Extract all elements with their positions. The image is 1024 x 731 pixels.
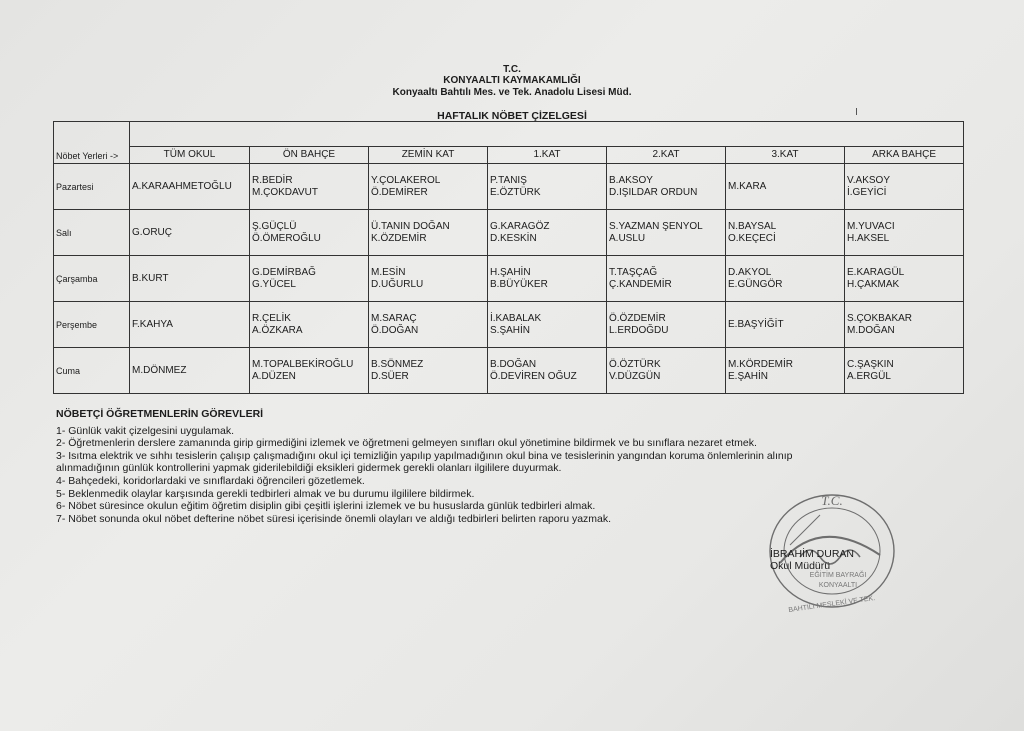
column-header: 1.KAT	[488, 147, 607, 164]
teacher-name: G.DEMİRBAĞ	[252, 266, 316, 278]
duty-cell	[845, 302, 964, 348]
teacher-name: Ö.DEVİREN OĞUZ	[490, 370, 577, 382]
duty-cell	[845, 256, 964, 302]
teacher-name: D.UĞURLU	[371, 278, 424, 290]
teacher-name: M.KARA	[728, 180, 767, 192]
duty-cell	[726, 302, 845, 348]
teacher-name: D.IŞILDAR ORDUN	[609, 186, 698, 198]
teacher-name: E.KARAGÜL	[847, 266, 905, 278]
principal-name: İBRAHİM DURAN	[770, 548, 855, 560]
teacher-name: N.BAYSAL	[728, 220, 777, 232]
schedule-title: HAFTALIK NÖBET ÇİZELGESİ	[437, 110, 587, 122]
table-header-row	[54, 147, 964, 164]
day-name: Çarşamba	[54, 256, 130, 302]
duty-cell	[488, 302, 607, 348]
duty-item: 2- Öğretmenlerin derslere zamanında girip girmediğini izlemek ve öğretmeni gelmeyen sınıfları okul yönetimine bildirmek ve bu sınıflara nezaret etmek.	[56, 437, 757, 450]
teacher-name: A.ERGÜL	[847, 370, 891, 382]
duty-item: alınmadığının günlük kontrollerini yapmak giderilebildiği eksikleri gidermek gerekli olanları ilgililere duyurmak.	[56, 462, 562, 475]
duty-cell	[250, 302, 369, 348]
day-name: Perşembe	[54, 302, 130, 348]
duty-cell	[488, 164, 607, 210]
duty-cell	[250, 164, 369, 210]
duty-cell	[130, 210, 250, 256]
duty-cell	[607, 302, 726, 348]
teacher-name: M.TOPALBEKİROĞLU	[252, 358, 354, 370]
teacher-name: S.ÇOKBAKAR	[847, 312, 913, 324]
teacher-name: Ö.ÖZDEMİR	[609, 312, 666, 324]
header-line-1: T.C.	[503, 64, 521, 75]
teacher-name: C.ŞAŞKIN	[847, 358, 894, 370]
teacher-name: L.ERDOĞDU	[609, 324, 669, 336]
teacher-name: H.ŞAHİN	[490, 266, 531, 278]
teacher-name: Ö.DEMİRER	[371, 186, 428, 198]
duty-cell	[369, 164, 488, 210]
column-header: 3.KAT	[726, 147, 845, 164]
teacher-name: M.KÖRDEMİR	[728, 358, 793, 370]
header-line-2: KONYAALTI KAYMAKAMLIĞI	[443, 75, 581, 86]
teacher-name: E.ŞAHİN	[728, 370, 769, 382]
duty-cell	[726, 210, 845, 256]
teacher-name: M.ÇOKDAVUT	[252, 186, 318, 198]
duty-item: 1- Günlük vakit çizelgesini uygulamak.	[56, 424, 234, 437]
duty-cell	[130, 302, 250, 348]
teacher-name: A.DÜZEN	[252, 370, 296, 382]
teacher-name: B.AKSOY	[609, 174, 653, 186]
column-header: 2.KAT	[607, 147, 726, 164]
day-name: Salı	[54, 210, 130, 256]
teacher-name: İ.GEYİCİ	[847, 186, 887, 198]
corner-label: Nöbet Yerleri ->	[54, 147, 130, 164]
teacher-name: M.DÖNMEZ	[132, 364, 187, 376]
duty-cell	[845, 348, 964, 394]
teacher-name: B.DOĞAN	[490, 358, 537, 370]
teacher-name: A.KARAAHMETOĞLU	[132, 180, 232, 192]
teacher-name: A.USLU	[609, 232, 646, 244]
duty-cell	[488, 348, 607, 394]
teacher-name: B.SÖNMEZ	[371, 358, 424, 370]
teacher-name: M.SARAÇ	[371, 312, 417, 324]
teacher-name: R.BEDİR	[252, 174, 293, 186]
column-header: ARKA BAHÇE	[845, 147, 964, 164]
duty-cell	[488, 256, 607, 302]
duty-item: 3- Isıtma elektrik ve sıhhı tesislerin çalışıp çalışmadığını okul içi temizliğin yapılıp yapılmadığının okul bina ve tesislerinin yangından koruma önlemlerinin alınıp	[56, 449, 793, 462]
duty-cell	[130, 256, 250, 302]
duties-title: NÖBETÇİ ÖĞRETMENLERİN GÖREVLERİ	[56, 408, 264, 420]
blank-cell	[130, 122, 964, 147]
duty-cell	[845, 164, 964, 210]
principal-role: Okul Müdürü	[770, 560, 831, 572]
teacher-name: D.AKYOL	[728, 266, 772, 278]
teacher-name: R.ÇELİK	[252, 312, 291, 324]
svg-text:T.C.: T.C.	[821, 493, 843, 508]
day-name: Pazartesi	[54, 164, 130, 210]
header-line-3: Konyaaltı Bahtılı Mes. ve Tek. Anadolu Lisesi Müd.	[392, 87, 632, 98]
duty-cell	[607, 164, 726, 210]
teacher-name: A.ÖZKARA	[252, 324, 303, 336]
table-row	[54, 164, 964, 210]
duty-cell	[130, 164, 250, 210]
teacher-name: B.BÜYÜKER	[490, 278, 548, 290]
duty-cell	[250, 348, 369, 394]
table-row	[54, 256, 964, 302]
teacher-name: E.BAŞYİĞİT	[728, 318, 784, 330]
teacher-name: Ç.KANDEMİR	[609, 278, 672, 290]
teacher-name: T.TAŞÇAĞ	[609, 266, 658, 278]
table-row	[54, 210, 964, 256]
duty-schedule-table	[53, 121, 964, 394]
duty-cell	[130, 348, 250, 394]
table-row	[54, 302, 964, 348]
teacher-name: D.SÜER	[371, 370, 409, 382]
teacher-name: E.ÖZTÜRK	[490, 186, 541, 198]
teacher-name: P.TANIŞ	[490, 174, 527, 186]
teacher-name: S.YAZMAN ŞENYOL	[609, 220, 703, 232]
teacher-name: Ş.GÜÇLÜ	[252, 220, 297, 232]
teacher-name: D.KESKİN	[490, 232, 537, 244]
teacher-name: V.AKSOY	[847, 174, 890, 186]
column-header: ÖN BAHÇE	[250, 147, 369, 164]
duty-cell	[369, 256, 488, 302]
teacher-name: V.DÜZGÜN	[609, 370, 661, 382]
teacher-name: M.YUVACI	[847, 220, 895, 232]
teacher-name: G.YÜCEL	[252, 278, 296, 290]
teacher-name: M.ESİN	[371, 266, 406, 278]
svg-text:BAHTILI MESLEKİ VE TEK.: BAHTILI MESLEKİ VE TEK.	[788, 594, 876, 615]
duty-cell	[845, 210, 964, 256]
duty-item: 6- Nöbet süresince okulun eğitim öğretim disiplin gibi çeşitli işlerini izlemek ve bu hususlarda günlük tedbirleri almak.	[56, 500, 596, 513]
teacher-name: O.KEÇECİ	[728, 232, 776, 244]
svg-text:KONYAALTI: KONYAALTI	[818, 582, 858, 589]
duty-cell	[488, 210, 607, 256]
teacher-name: Ö.ÖMEROĞLU	[252, 232, 321, 244]
duty-cell	[369, 348, 488, 394]
duty-cell	[250, 210, 369, 256]
column-header: TÜM OKUL	[130, 147, 250, 164]
duty-cell	[607, 210, 726, 256]
duty-cell	[607, 348, 726, 394]
teacher-name: Ö.ÖZTÜRK	[609, 358, 661, 370]
duty-cell	[369, 210, 488, 256]
duty-cell	[726, 256, 845, 302]
teacher-name: G.KARAGÖZ	[490, 220, 550, 232]
table-top-blank-row	[54, 122, 964, 147]
table-row	[54, 348, 964, 394]
duty-cell	[250, 256, 369, 302]
teacher-name: S.ŞAHİN	[490, 324, 531, 336]
teacher-name: Y.ÇOLAKEROL	[371, 174, 441, 186]
duty-item: 4- Bahçedeki, koridorlardaki ve sınıflardaki öğrencileri gözetlemek.	[56, 474, 365, 487]
duty-cell	[726, 164, 845, 210]
teacher-name: İ.KABALAK	[490, 312, 542, 324]
duty-item: 5- Beklenmedik olaylar karşısında gerekli tedbirleri almak ve bu durumu ilgililere bildirmek.	[56, 487, 475, 500]
duty-cell	[607, 256, 726, 302]
day-name: Cuma	[54, 348, 130, 394]
teacher-name: Ü.TANIN DOĞAN	[371, 220, 450, 232]
duty-cell	[726, 348, 845, 394]
teacher-name: H.AKSEL	[847, 232, 890, 244]
teacher-name: Ö.DOĞAN	[371, 324, 419, 336]
blank-cell	[54, 122, 130, 147]
teacher-name: M.DOĞAN	[847, 324, 895, 336]
teacher-name: H.ÇAKMAK	[847, 278, 900, 290]
teacher-name: B.KURT	[132, 272, 169, 284]
column-header: ZEMİN KAT	[369, 147, 488, 164]
teacher-name: G.ORUÇ	[132, 226, 172, 238]
teacher-name: F.KAHYA	[132, 318, 173, 330]
duty-item: 7- Nöbet sonunda okul nöbet defterine nöbet süresi içerisinde önemli olayları ve aldığı tedbirleri belirten raporu yazmak.	[56, 512, 612, 525]
duty-cell	[369, 302, 488, 348]
svg-text:EĞİTİM BAYRAĞI: EĞİTİM BAYRAĞI	[809, 572, 867, 579]
teacher-name: K.ÖZDEMİR	[371, 232, 427, 244]
teacher-name: E.GÜNGÖR	[728, 278, 783, 290]
principal-signature	[770, 548, 854, 572]
